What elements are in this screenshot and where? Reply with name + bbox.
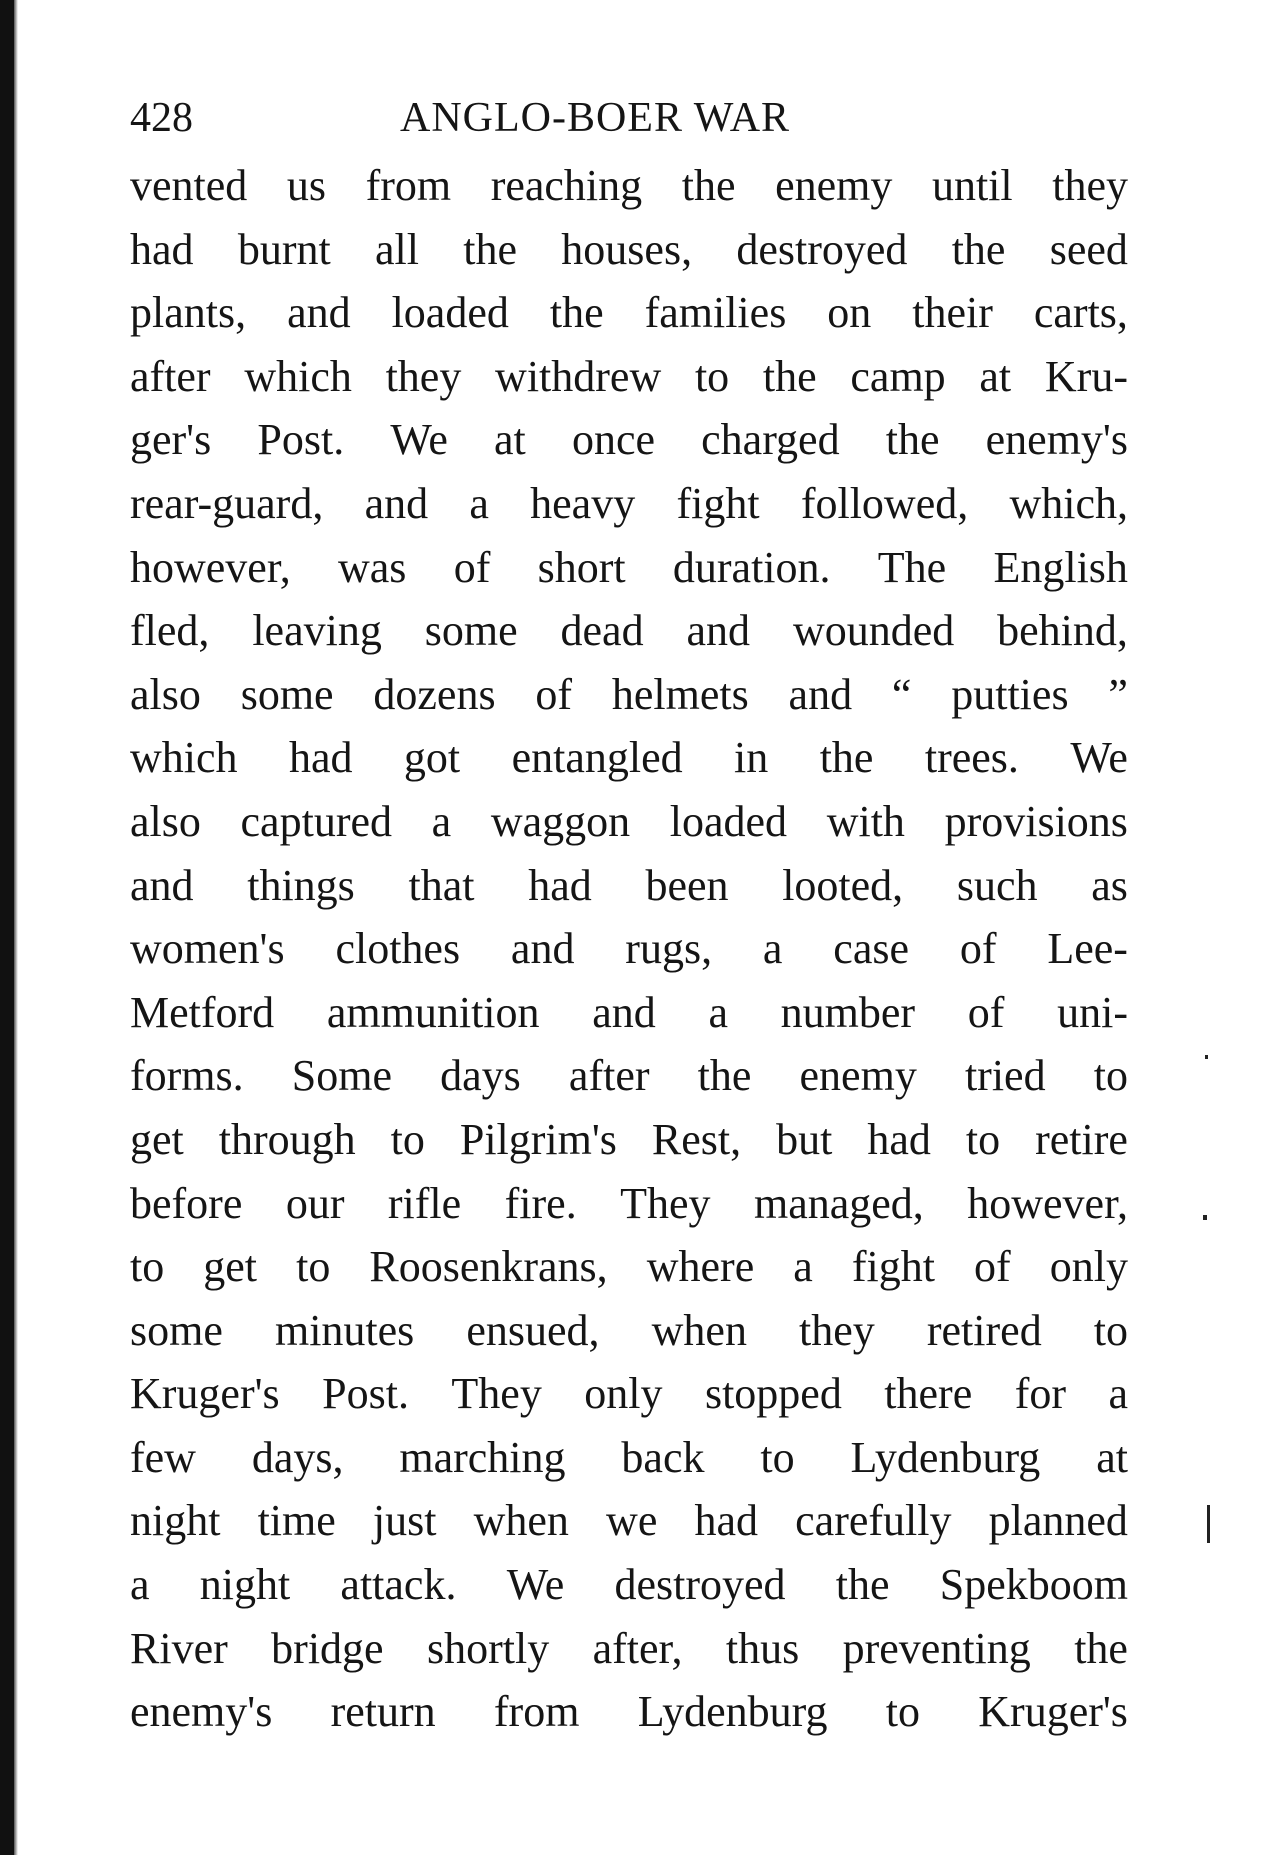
text-line: plants, and loaded the families on their carts, [130,288,1128,338]
book-spine-edge [14,0,18,1855]
text-line: to get to Roosenkrans, where a fight of only [130,1242,1128,1292]
text-line: had burnt all the houses, destroyed the seed [130,224,1128,274]
text-line: fled, leaving some dead and wounded behind, [130,606,1128,656]
text-line: a night attack. We destroyed the Spekboom [130,1560,1128,1610]
text-line: get through to Pilgrim's Rest, but had to retire [130,1114,1128,1164]
text-line: Kruger's Post. They only stopped there for a [130,1369,1128,1419]
text-line: forms. Some days after the enemy tried to [130,1051,1128,1101]
text-line: few days, marching back to Lydenburg at [130,1432,1128,1482]
text-line: ger's Post. We at once charged the enemy's [130,415,1128,465]
margin-mark [1205,1055,1208,1059]
margin-mark [1207,1505,1210,1543]
margin-mark [1203,1215,1207,1220]
text-line: before our rifle fire. They managed, however, [130,1178,1128,1228]
text-line: vented us from reaching the enemy until they [130,161,1128,210]
text-line: enemy's return from Lydenburg to Kruger's [130,1687,1128,1737]
text-line: River bridge shortly after, thus preventing the [130,1623,1128,1673]
text-line: night time just when we had carefully planned [130,1496,1128,1546]
running-head: ANGLO-BOER WAR [400,95,791,141]
text-line: and things that had been looted, such as [130,860,1128,910]
text-line: however, was of short duration. The English [130,542,1128,592]
text-line: which had got entangled in the trees. We [130,733,1128,783]
book-spine-shadow [0,0,14,1855]
page-number: 428 [130,95,193,141]
text-line: also some dozens of helmets and “ putties ” [130,669,1128,719]
text-line: after which they withdrew to the camp at Kru- [130,351,1128,401]
text-line: also captured a waggon loaded with provisions [130,796,1128,846]
text-line: some minutes ensued, when they retired to [130,1305,1128,1355]
text-line: women's clothes and rugs, a case of Lee- [130,924,1128,974]
book-page [130,90,1128,1744]
page-header [130,90,1128,146]
body-text [130,154,1128,1744]
text-line: rear-guard, and a heavy fight followed, which, [130,478,1128,528]
text-line: Metford ammunition and a number of uni- [130,987,1128,1037]
